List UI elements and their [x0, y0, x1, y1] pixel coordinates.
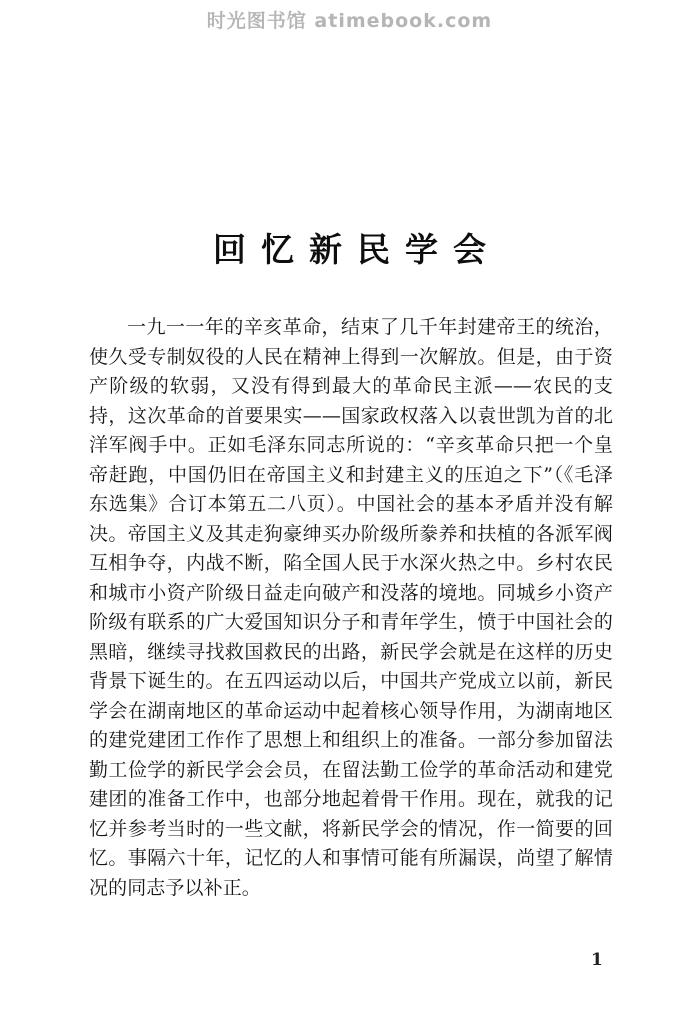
- watermark: 时光图书馆 atimebook.com: [206, 10, 493, 32]
- chapter-title: 回忆新民学会: [213, 230, 501, 269]
- page-number: 1: [591, 950, 603, 970]
- body-paragraph: 一九一一年的辛亥革命，结束了几千年封建帝王的统治，使久受专制奴役的人民在精神上得到一次解放。但是，由于资产阶级的软弱，又没有得到最大的革命民主派——农民的支持，这次革命的首要果实——国家政权落入以袁世凯为首的北洋军阀手中。正如毛泽东同志所说的：“辛亥革命只把一个皇帝赶跑，中国仍旧在帝国主义和封建主义的压迫之下”（《毛泽东选集》合订本第五二八页）。中国社会的基本矛盾并没有解决。帝国主义及其走狗豪绅买办阶级所豢养和扶植的各派军阀互相争夺，内战不断，陷全国人民于水深火热之中。乡村农民和城市小资产阶级日益走向破产和没落的境地。同城乡小资产阶级有联系的广大爱国知识分子和青年学生，愤于中国社会的黑暗，继续寻找救国救民的出路，新民学会就是在这样的历史背景下诞生的。在五四运动以后，中国共产党成立以前，新民学会在湖南地区的革命运动中起着核心领导作用，为湖南地区的建党建团工作作了思想上和组织上的准备。一部分参加留法勤工俭学的新民学会会员，在留法勤工俭学的革命活动和建党建团的准备工作中，也部分地起着骨干作用。现在，就我的记忆并参考当时的一些文献，将新民学会的情况，作一简要的回忆。事隔六十年，记忆的人和事情可能有所漏误，尚望了解情况的同志予以补正。: [89, 316, 613, 899]
